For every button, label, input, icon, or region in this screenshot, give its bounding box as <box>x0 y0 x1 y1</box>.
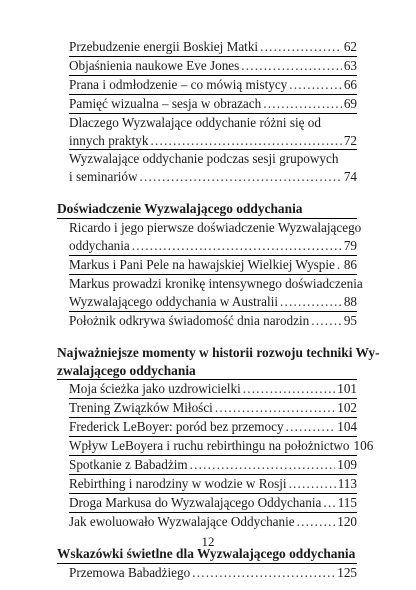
toc-entry[interactable] <box>57 456 357 474</box>
toc-entry-page: 120 <box>337 513 357 529</box>
toc-entry[interactable] <box>57 399 357 417</box>
toc-group <box>57 38 357 186</box>
dot-leader <box>286 418 336 436</box>
toc-entry[interactable] <box>57 76 357 94</box>
toc-entry-page: 95 <box>343 312 357 328</box>
toc-entry[interactable] <box>57 513 357 531</box>
toc-entry[interactable] <box>57 150 357 186</box>
dot-leader <box>263 95 342 113</box>
dot-leader <box>323 494 335 512</box>
dot-leader <box>150 132 341 150</box>
dot-leader <box>260 38 342 56</box>
toc-entry[interactable] <box>57 494 357 512</box>
toc-entry-page: 72 <box>343 132 357 148</box>
dot-leader <box>243 380 335 398</box>
toc-group <box>57 344 380 531</box>
toc-entry[interactable] <box>57 475 357 493</box>
toc-entry[interactable] <box>57 564 357 582</box>
dot-leader <box>241 57 342 75</box>
toc-entry[interactable] <box>57 275 363 311</box>
section-heading[interactable]: Doświadczenie Wyzwalającego oddychania <box>57 201 303 217</box>
toc-entry-page: 104 <box>337 419 357 435</box>
section-spacer <box>57 186 357 200</box>
toc-entry-page: 79 <box>343 238 357 254</box>
section-heading-continued[interactable]: zwalającego oddychania <box>57 362 196 378</box>
toc-group <box>57 200 363 329</box>
dot-leader <box>140 168 342 186</box>
toc-entry-title-line: Wyzwalające oddychanie podczas sesji grupowych <box>69 151 339 167</box>
toc-entry-title: Droga Markusa do Wyzwalającego Oddychania <box>69 494 322 510</box>
dot-leader <box>190 456 336 474</box>
toc-entry-title: Rebirthing i narodziny w wodzie w Rosji <box>69 475 287 491</box>
toc-entry-title: Przemowa Babadżiego <box>69 564 191 580</box>
dot-leader <box>311 312 342 330</box>
toc-entry-title: Pamięć wizualna – sesja w obrazach <box>69 95 262 111</box>
dot-leader <box>337 256 342 274</box>
toc-entry[interactable] <box>57 95 357 113</box>
toc-entry-title: Moja ścieżka jako uzdrowicielki <box>69 381 241 397</box>
toc-entry-title: Objaśnienia naukowe Eve Jones <box>69 57 240 73</box>
toc-entry[interactable] <box>57 418 357 436</box>
dot-leader <box>215 399 335 417</box>
toc-entry-title: Markus i Pani Pele na hawajskiej Wielkiej Wyspie <box>69 256 335 272</box>
toc-entry-page: 63 <box>343 57 357 73</box>
toc-entry-page: 74 <box>343 169 357 185</box>
table-of-contents <box>57 38 380 581</box>
toc-entry-title: Wpływ LeBoyera i ruchu rebirthingu na położnictwo <box>69 438 350 454</box>
toc-entry[interactable] <box>57 57 357 75</box>
toc-entry[interactable] <box>57 437 374 455</box>
toc-entry-page: 102 <box>337 400 357 416</box>
dot-leader <box>289 76 342 94</box>
toc-entry-title: i seminariów <box>69 169 138 185</box>
toc-entry-title: Trening Związków Miłości <box>69 400 213 416</box>
toc-entry-title: oddychania <box>69 238 130 254</box>
toc-entry-title: Frederick LeBoyer: poród bez przemocy <box>69 419 284 435</box>
toc-entry-title-line: Ricardo i jego pierwsze doświadczenie Wyzwalającego <box>69 220 362 236</box>
toc-entry[interactable] <box>57 38 357 56</box>
toc-entry-title-line: Dlaczego Wyzwalające oddychanie różni się od <box>69 114 321 130</box>
toc-entry-title-line: Markus prowadzi kronikę intensywnego doświadczenia <box>69 275 363 291</box>
toc-entry-title: innych praktyk <box>69 132 149 148</box>
dot-leader <box>132 237 342 255</box>
section-spacer <box>57 330 357 344</box>
section-heading[interactable]: Wskazówki świetlne dla Wyzwalającego oddychania <box>57 545 356 561</box>
toc-entry-page: 113 <box>337 475 357 491</box>
toc-entry-page: 101 <box>337 381 357 397</box>
toc-entry-title: Położnik odkrywa świadomość dnia narodzin <box>69 312 310 328</box>
toc-entry-page: 88 <box>343 293 357 309</box>
section-heading[interactable]: Najważniejsze momenty w historii rozwoju techniki Wy- <box>57 344 380 360</box>
toc-entry-page: 66 <box>343 76 357 92</box>
toc-entry-title: Przebudzenie energii Boskiej Matki <box>69 39 259 54</box>
toc-entry[interactable] <box>57 312 357 330</box>
toc-entry-page: 106 <box>353 438 374 454</box>
toc-entry[interactable] <box>57 380 357 398</box>
toc-entry-page: 109 <box>337 457 357 473</box>
dot-leader <box>280 293 342 311</box>
toc-group <box>57 545 357 582</box>
page-number: 12 <box>201 534 215 549</box>
toc-entry-page: 62 <box>343 39 357 54</box>
dot-leader <box>297 513 336 531</box>
toc-entry-page: 86 <box>343 256 357 272</box>
toc-entry[interactable] <box>57 219 362 255</box>
toc-entry-title: Jak ewoluowało Wyzwalające Oddychanie <box>69 513 295 529</box>
toc-entry-title: Prana i odmłodzenie – co mówią mistycy <box>69 76 288 92</box>
toc-entry-title: Spotkanie z Babadżim <box>69 457 188 473</box>
dot-leader <box>192 564 335 582</box>
toc-entry[interactable] <box>57 256 357 274</box>
toc-entry[interactable] <box>57 114 357 150</box>
toc-entry-page: 125 <box>337 564 357 580</box>
dot-leader <box>289 475 336 493</box>
toc-entry-page: 115 <box>337 494 357 510</box>
toc-entry-page: 69 <box>343 95 357 111</box>
toc-entry-title: Wyzwalającego oddychania w Australii <box>69 293 279 309</box>
